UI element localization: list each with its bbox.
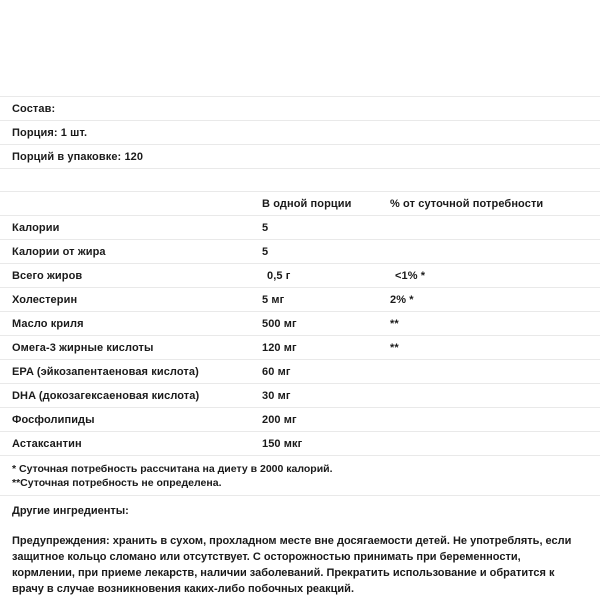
nutrient-daily-value: **	[390, 341, 399, 354]
nutrient-daily-value: 2% *	[390, 293, 414, 306]
table-row	[0, 239, 600, 263]
nutrient-name: Холестерин	[12, 293, 78, 306]
nutrient-amount: 0,5 г	[267, 269, 291, 282]
nutrient-daily-value: <1% *	[395, 269, 426, 282]
nutrient-name: Всего жиров	[12, 269, 83, 282]
nutrient-name: Калории от жира	[12, 245, 106, 258]
section-gap	[0, 168, 600, 191]
serving-info-row	[0, 144, 600, 168]
nutrient-amount: 500 мг	[262, 317, 297, 330]
table-row	[0, 407, 600, 431]
footnotes-block	[0, 455, 600, 495]
table-row	[0, 263, 600, 287]
table-row	[0, 335, 600, 359]
serving-info-row	[0, 96, 600, 120]
notes-block	[0, 495, 600, 597]
footnote-daily-value-undetermined: **Суточная потребность не определена.	[12, 477, 222, 489]
nutrient-name: Астаксантин	[12, 437, 82, 450]
nutrient-amount: 200 мг	[262, 413, 297, 426]
table-row	[0, 383, 600, 407]
table-row	[0, 431, 600, 455]
table-row	[0, 215, 600, 239]
composition-label: Состав:	[12, 102, 56, 115]
table-header-row	[0, 191, 600, 215]
warning-text: Предупреждения: хранить в сухом, прохладном месте вне досягаемости детей. Не употреблять, если защитное кольцо сломано или отсутствует. С осторожностью принимать при беременности, кормлении, при приеме лекарств, наличии заболеваний. Прекратить использование и обратится к врачу в случае возникновения каких-либо побочных реакций.	[12, 535, 572, 595]
column-header-daily-value: % от суточной потребности	[390, 197, 544, 210]
column-header-amount: В одной порции	[262, 197, 352, 210]
serving-info-block	[0, 96, 600, 168]
nutrient-daily-value: **	[390, 317, 399, 330]
table-row	[0, 359, 600, 383]
nutrient-name: EPA (эйкозапентаеновая кислота)	[12, 365, 199, 378]
nutrient-name: Масло криля	[12, 317, 84, 330]
nutrient-amount: 5	[262, 245, 269, 258]
servings-per-container-label: Порций в упаковке: 120	[12, 150, 144, 163]
nutrient-amount: 5	[262, 221, 269, 234]
nutrient-amount: 60 мг	[262, 365, 291, 378]
nutrient-amount: 150 мкг	[262, 437, 303, 450]
serving-size-label: Порция: 1 шт.	[12, 126, 88, 139]
serving-info-row	[0, 120, 600, 144]
nutrient-amount: 30 мг	[262, 389, 291, 402]
table-row	[0, 287, 600, 311]
nutrient-amount: 120 мг	[262, 341, 297, 354]
nutrient-name: Калории	[12, 221, 60, 234]
nutrient-name: DHA (докозагексаеновая кислота)	[12, 389, 200, 402]
table-row	[0, 311, 600, 335]
nutrient-name: Фосфолипиды	[12, 413, 95, 426]
nutrition-table	[0, 191, 600, 455]
other-ingredients-label: Другие ингредиенты:	[12, 505, 129, 517]
footnote-daily-value-basis: * Суточная потребность рассчитана на диету в 2000 калорий.	[12, 463, 333, 475]
nutrient-amount: 5 мг	[262, 293, 285, 306]
nutrient-name: Омега-3 жирные кислоты	[12, 341, 154, 354]
